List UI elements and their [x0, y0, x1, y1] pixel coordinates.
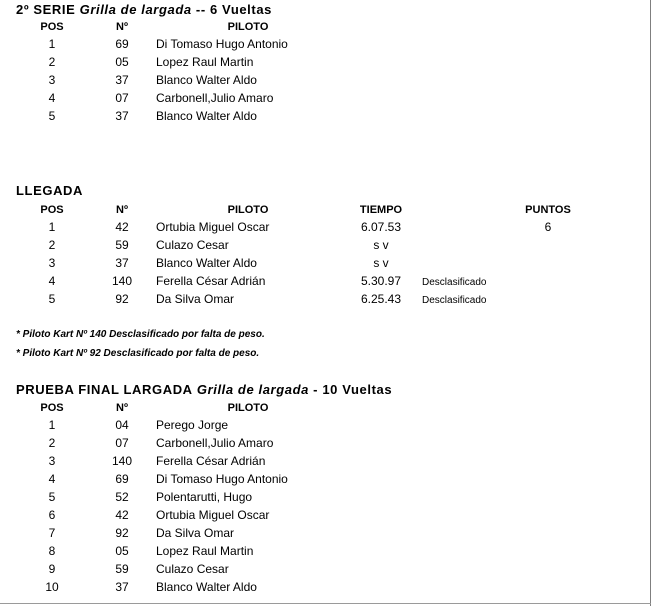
kart-number-cell: 92	[115, 292, 129, 306]
disqualification-note-1: * Piloto Kart Nº 140 Desclasificado por falta de peso.	[16, 329, 265, 340]
pos-cell: 4	[48, 91, 56, 105]
tiempo-cell: s v	[373, 256, 389, 270]
col-header-puntos: PUNTOS	[525, 204, 571, 216]
piloto-cell: Lopez Raul Martin	[156, 55, 254, 69]
pos-cell: 10	[45, 580, 59, 594]
col-header-num: Nº	[116, 21, 128, 33]
pos-cell: 6	[48, 508, 56, 522]
kart-number-cell: 05	[115, 544, 129, 558]
piloto-cell: Di Tomaso Hugo Antonio	[156, 472, 288, 486]
pos-cell: 2	[48, 436, 56, 450]
pos-cell: 7	[48, 526, 56, 540]
piloto-cell: Da Silva Omar	[156, 526, 235, 540]
status-note-cell: Desclasificado	[422, 295, 487, 306]
disqualification-note-2: * Piloto Kart Nº 92 Desclasificado por falta de peso.	[16, 348, 260, 359]
pos-cell: 2	[48, 55, 56, 69]
pos-cell: 5	[48, 109, 56, 123]
pos-cell: 1	[48, 418, 56, 432]
section-1-heading-suffix: -- 6 Vueltas	[191, 2, 272, 17]
kart-number-cell: 59	[115, 562, 129, 576]
piloto-cell: Culazo Cesar	[156, 238, 229, 252]
bottom-border	[0, 603, 651, 604]
col-header-num: Nº	[116, 204, 128, 216]
kart-number-cell: 37	[115, 73, 129, 87]
kart-number-cell: 07	[115, 436, 129, 450]
pos-cell: 3	[48, 256, 56, 270]
pos-cell: 3	[48, 454, 56, 468]
pos-cell: 8	[48, 544, 56, 558]
kart-number-cell: 59	[115, 238, 129, 252]
section-3-heading-prefix: PRUEBA FINAL LARGADA	[16, 382, 193, 397]
piloto-cell: Perego Jorge	[156, 418, 229, 432]
piloto-cell: Blanco Walter Aldo	[156, 109, 257, 123]
tiempo-cell: 6.07.53	[360, 220, 402, 234]
kart-number-cell: 92	[115, 526, 129, 540]
piloto-cell: Ortubia Miguel Oscar	[156, 220, 270, 234]
col-header-pos: POS	[40, 21, 64, 33]
col-header-pos: POS	[40, 402, 64, 414]
kart-number-cell: 37	[115, 256, 129, 270]
pos-cell: 5	[48, 292, 56, 306]
kart-number-cell: 05	[115, 55, 129, 69]
pos-cell: 4	[48, 472, 56, 486]
col-header-num: Nº	[116, 402, 128, 414]
status-note-cell: Desclasificado	[422, 277, 487, 288]
kart-number-cell: 69	[115, 37, 129, 51]
section-1-heading-mid: Grilla de largada	[75, 2, 192, 17]
section-3-heading-suffix: - 10 Vueltas	[308, 382, 393, 397]
col-header-piloto: PILOTO	[227, 402, 269, 414]
pos-cell: 5	[48, 490, 56, 504]
kart-number-cell: 07	[115, 91, 129, 105]
section-3-heading-mid: Grilla de largada	[192, 382, 309, 397]
kart-number-cell: 42	[115, 220, 129, 234]
section-3-heading	[16, 382, 392, 397]
pos-cell: 1	[48, 37, 56, 51]
section-2-heading: LLEGADA	[16, 183, 84, 198]
col-header-tiempo: TIEMPO	[359, 204, 403, 216]
kart-number-cell: 52	[115, 490, 129, 504]
tiempo-cell: s v	[373, 238, 389, 252]
piloto-cell: Di Tomaso Hugo Antonio	[156, 37, 288, 51]
col-header-piloto: PILOTO	[227, 21, 269, 33]
kart-number-cell: 04	[115, 418, 129, 432]
kart-number-cell: 37	[115, 580, 129, 594]
col-header-piloto: PILOTO	[227, 204, 269, 216]
piloto-cell: Blanco Walter Aldo	[156, 256, 257, 270]
section-1-heading-prefix: 2º SERIE	[16, 2, 76, 17]
pos-cell: 9	[48, 562, 56, 576]
piloto-cell: Carbonell,Julio Amaro	[156, 436, 274, 450]
kart-number-cell: 37	[115, 109, 129, 123]
kart-number-cell: 140	[111, 454, 133, 468]
piloto-cell: Polentarutti, Hugo	[156, 490, 253, 504]
piloto-cell: Blanco Walter Aldo	[156, 580, 257, 594]
pos-cell: 4	[48, 274, 56, 288]
piloto-cell: Ferella César Adrián	[156, 274, 266, 288]
kart-number-cell: 42	[115, 508, 129, 522]
piloto-cell: Da Silva Omar	[156, 292, 235, 306]
puntos-cell: 6	[544, 220, 552, 234]
section-1-heading	[16, 2, 272, 17]
kart-number-cell: 69	[115, 472, 129, 486]
col-header-pos: POS	[40, 204, 64, 216]
piloto-cell: Carbonell,Julio Amaro	[156, 91, 274, 105]
right-border	[650, 0, 651, 606]
piloto-cell: Lopez Raul Martin	[156, 544, 254, 558]
pos-cell: 1	[48, 220, 56, 234]
piloto-cell: Culazo Cesar	[156, 562, 229, 576]
pos-cell: 3	[48, 73, 56, 87]
piloto-cell: Ferella César Adrián	[156, 454, 266, 468]
tiempo-cell: 6.25.43	[360, 292, 402, 306]
piloto-cell: Ortubia Miguel Oscar	[156, 508, 270, 522]
piloto-cell: Blanco Walter Aldo	[156, 73, 257, 87]
tiempo-cell: 5.30.97	[360, 274, 402, 288]
pos-cell: 2	[48, 238, 56, 252]
kart-number-cell: 140	[111, 274, 133, 288]
